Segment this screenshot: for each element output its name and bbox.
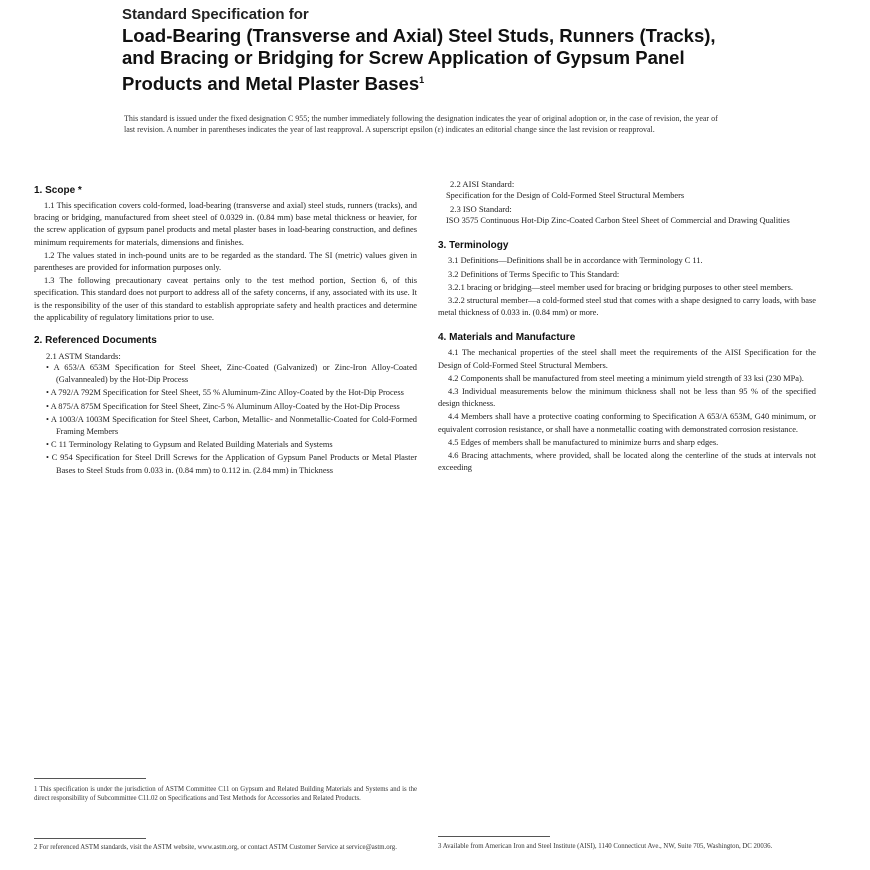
right-column [438, 178, 816, 475]
reference-item: ISO 3575 Continuous Hot-Dip Zinc-Coated Carbon Steel Sheet of Commercial and Drawing Qualities [446, 216, 790, 226]
reference-text: A 1003/A 1003M Specification for Steel Sheet, Carbon, Metallic- and Nonmetallic-Coated for Cold-Formed Framing Members [50, 414, 417, 437]
reference-item: • A 1003/A 1003M Specification for Steel Sheet, Carbon, Metallic- and Nonmetallic-Coated for Cold-Formed Framing Members [46, 414, 417, 437]
subsection-heading-aisi: 2.2 AISI Standard: [450, 179, 515, 189]
reference-text: A 653/A 653M Specification for Steel Sheet, Zinc-Coated (Galvanized) or Zinc-Iron Alloy-Coated (Galvannealed) by the Hot-Dip Process [53, 363, 417, 385]
paragraph: 1.1 This specification covers cold-formed, load-bearing (transverse and axial) steel studs, runners (tracks), and bracing or bridging, manufactured from sheet steel of 0.0329 in. (0.84 mm) base metal thickness or heavier, for the screw application of gypsum panel products and metal plaster bases in load-bearing construction, and defines minimum requirements for materials, dimensions and finishes. [34, 201, 417, 247]
paragraph: 4.6 Bracing attachments, where provided, shall be located along the centerline of the studs at intervals not exceeding [438, 451, 816, 473]
subsection-heading-astm: 2.1 ASTM Standards: [46, 351, 121, 362]
reference-item: • A 653/A 653M Specification for Steel Sheet, Zinc-Coated (Galvanized) or Zinc-Iron Alloy-Coated (Galvannealed) by the Hot-Dip Process [46, 363, 417, 385]
paragraph: 4.5 Edges of members shall be manufactured to minimize burrs and sharp edges. [448, 437, 719, 447]
reference-item: • C 11 Terminology Relating to Gypsum and Related Building Materials and Systems [46, 440, 333, 450]
paragraph: 1.2 The values stated in inch-pound units are to be regarded as the standard. The SI (metric) values given in parentheses are provided for information purposes only. [34, 250, 417, 273]
footnote-divider [34, 778, 146, 779]
section-heading-referenced-documents: 2. Referenced Documents [34, 335, 157, 347]
paragraph: 3.1 Definitions—Definitions shall be in accordance with Terminology C 11. [448, 256, 703, 266]
reference-item: Specification for the Design of Cold-Formed Steel Structural Members [446, 191, 685, 200]
footnote: 2 For referenced ASTM standards, visit the ASTM website, www.astm.org, or contact ASTM Customer Service at service@astm.org. [34, 844, 397, 851]
reference-list [34, 362, 417, 477]
section-heading-terminology: 3. Terminology [438, 240, 509, 252]
document-title [122, 25, 722, 95]
subsection-heading-iso: 2.3 ISO Standard: [450, 204, 512, 215]
footnote-divider [34, 838, 146, 839]
paragraph: 3.2 Definitions of Terms Specific to This Standard: [448, 269, 620, 279]
paragraph: 4.1 The mechanical properties of the steel shall meet the requirements of the AISI Specification for the Design of Cold-Formed Steel Structural Members. [438, 348, 816, 370]
left-column [34, 178, 417, 478]
reference-text: C 954 Specification for Steel Drill Screws for the Application of Gypsum Panel Products or Metal Plaster Bases to Steel Studs from 0.033 in. (0.84 mm) to 0.112 in. (2.84 mm) in Thickness [51, 453, 417, 475]
reference-item: • A 875/A 875M Specification for Steel Sheet, Zinc-5 % Aluminum Alloy-Coated by the Hot-Dip Process [46, 401, 400, 411]
paragraph: 3.2.1 bracing or bridging—steel member used for bracing or bridging purposes to other steel members. [448, 282, 793, 292]
paragraph: 4.3 Individual measurements below the minimum thickness shall not be less than 95 % of the specified design thickness. [438, 387, 816, 409]
designation-notice: This standard is issued under the fixed designation C 955; the number immediately following the designation indicates the year of original adoption or, in the case of revision, the year of last revision. A number in parentheses indicates the year of last reapproval. A superscript epsilon (ε) indicates an editorial change since the last revision or reapproval. [124, 114, 718, 134]
paragraph: 1.3 The following precautionary caveat pertains only to the test method portion, Section 6, of this specification. This standard does not purport to address all of the safety concerns, if any, associated with its use. It is the responsibility of the user of this standard to establish appropriate safety and health practices and determine the applicability of regulatory limitations prior to use. [34, 276, 417, 322]
section-heading-scope: 1. Scope * [34, 185, 82, 196]
title-text: Load-Bearing (Transverse and Axial) Steel Studs, Runners (Tracks), and Bracing or Bridging for Screw Application of Gypsum Panel Products and Metal Plaster Bases [122, 25, 716, 95]
footnote: 3 Available from American Iron and Steel Institute (AISI), 1140 Connecticut Ave., NW, Suite 705, Washington, DC 20036. [438, 843, 773, 850]
title-footnote-mark: 1 [419, 75, 425, 85]
reference-text: A 792/A 792M Specification for Steel Sheet, 55 % Aluminum-Zinc Alloy-Coated by the Hot-Dip Process [50, 388, 404, 398]
reference-text: C 11 Terminology Relating to Gypsum and Related Building Materials and Systems [51, 440, 333, 450]
reference-text: A 875/A 875M Specification for Steel Sheet, Zinc-5 % Aluminum Alloy-Coated by the Hot-Dip Process [50, 401, 400, 411]
footnote-divider [438, 836, 550, 837]
paragraph: 4.2 Components shall be manufactured from steel meeting a minimum yield strength of 33 ksi (230 MPa). [448, 373, 804, 383]
reference-item: • C 954 Specification for Steel Drill Screws for the Application of Gypsum Panel Products or Metal Plaster Bases to Steel Studs from 0.033 in. (0.84 mm) to 0.112 in. (2.84 mm) in Thickness [46, 453, 417, 475]
paragraph: 4.4 Members shall have a protective coating conforming to Specification A 653/A 653M, G40 minimum, or equivalent corrosion resistance, or shall have a nonmetallic coating with demonstrated corrosion resistance. [438, 412, 816, 434]
reference-item: • A 792/A 792M Specification for Steel Sheet, 55 % Aluminum-Zinc Alloy-Coated by the Hot-Dip Process [46, 388, 404, 398]
document-header [122, 6, 722, 95]
document-subtitle: Standard Specification for [122, 6, 309, 23]
section-heading-materials: 4. Materials and Manufacture [438, 332, 576, 344]
footnote: 1 This specification is under the jurisdiction of ASTM Committee C11 on Gypsum and Related Building Materials and Systems and is the direct responsibility of Subcommittee C11.02 on Specifications and Test Methods for Accessories and Related Products. [34, 786, 417, 802]
paragraph: 3.2.2 structural member—a cold-formed steel stud that comes with a shape designed to carry loads, with base metal thickness of 0.033 in. (0.84 mm) or more. [438, 296, 816, 318]
